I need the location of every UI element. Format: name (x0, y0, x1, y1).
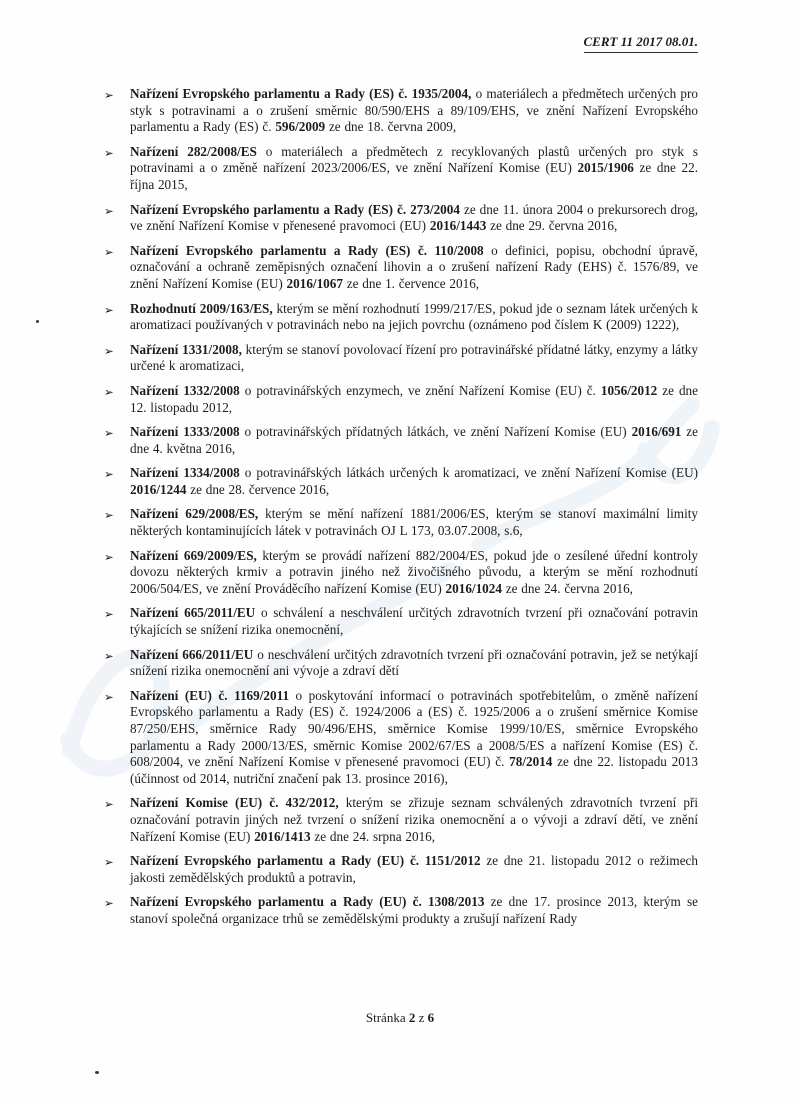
list-item-text: Nařízení 1333/2008 o potravinářských přídatných látkách, ve znění Nařízení Komise (EU) 2016/691 ze dne 4. května 2016, (130, 424, 698, 456)
list-item (104, 342, 698, 375)
list-item-text: Nařízení 1331/2008, kterým se stanoví povolovací řízení pro potravinářské přídatné látky, enzymy a látky určené k aromatizaci, (130, 341, 698, 374)
arrow-bullet-icon: ➢ (104, 384, 114, 399)
regulation-list (104, 86, 698, 936)
list-item-text: Nařízení Komise (EU) č. 432/2012, kterým se zřizuje seznam schválených zdravotních tvrzení při označování potravin jiných než tvrzení o snížení rizika onemocnění a o vývoji a zdraví dětí, ve znění Nařízení Komise (EU) 2016/1413 ze dne 24. srpna 2016, (130, 795, 698, 844)
arrow-bullet-icon: ➢ (104, 896, 114, 911)
page-label: Stránka (365, 1010, 406, 1025)
arrow-bullet-icon: ➢ (104, 855, 114, 870)
arrow-bullet-icon: ➢ (104, 244, 114, 259)
arrow-bullet-icon: ➢ (104, 88, 114, 102)
list-item (104, 853, 698, 886)
list-item (104, 548, 698, 598)
arrow-bullet-icon: ➢ (104, 343, 114, 358)
scan-speck (36, 320, 39, 323)
arrow-bullet-icon: ➢ (104, 508, 114, 523)
list-item-text: Nařízení Evropského parlamentu a Rady (EU) č. 1308/2013 ze dne 17. prosince 2013, kterým se stanoví společná organizace trhů se zemědělskými produkty a zrušují nařízení Rady (130, 894, 698, 926)
list-item (104, 795, 698, 845)
list-item (104, 301, 698, 334)
total-pages: 6 (427, 1010, 435, 1025)
list-item-text: Nařízení Evropského parlamentu a Rady (EU) č. 1151/2012 ze dne 21. listopadu 2012 o režimech jakosti zemědělských produktů a potravin, (130, 853, 698, 885)
list-item (104, 144, 698, 194)
arrow-bullet-icon: ➢ (104, 467, 114, 482)
list-item-text: Nařízení 665/2011/EU o schválení a neschválení určitých zdravotních tvrzení při označování potravin týkajících se snížení rizika onemocnění, (130, 605, 698, 638)
arrow-bullet-icon: ➢ (104, 426, 114, 441)
list-item (104, 86, 698, 136)
arrow-bullet-icon: ➢ (104, 203, 114, 218)
list-item-text: Nařízení (EU) č. 1169/2011 o poskytování informací o potravinách spotřebitelům, o změně nařízení Evropského parlamentu a Rady (ES) č. 1924/2006 a (ES) č. 1925/2006 a o zrušení směrnice Komise 87/250/EHS, směrnice Rady 90/496/EHS, směrnice Komise 1999/10/ES, směrnice Evropského parlamentu a Rady 2000/13/ES, směrnic Komise 2002/67/ES a 2008/5/ES a nařízení Komise (ES) č. 608/2004, ve znění Nařízení Komise v přenesené pravomoci (EU) č. 78/2014 ze dne 22. listopadu 2013 (účinnost od 2014, nutriční značení pak 13. prosince 2016), (130, 687, 698, 786)
list-item (104, 605, 698, 638)
list-item-text: Rozhodnutí 2009/163/ES, kterým se mění rozhodnutí 1999/217/ES, pokud jde o seznam látek určených k aromatizaci používaných v potravinách nebo na jejich povrchu (oznámeno pod číslem K (2009) 1222), (130, 300, 699, 333)
scan-speck (95, 1071, 99, 1074)
list-item-text: Nařízení Evropského parlamentu a Rady (ES) č. 110/2008 o definici, popisu, obchodní úpravě, označování a ochraně zeměpisných označení lihovin a o zrušení nařízení Rady (EHS) č. 1576/89, ve znění Nařízení Komise (EU) 2016/1067 ze dne 1. července 2016, (130, 242, 698, 291)
list-item-text: Nařízení 282/2008/ES o materiálech a předmětech z recyklovaných plastů určených pro styk s potravinami a o změně nařízení 2023/2006/ES, ve znění Nařízení Komise (EU) 2015/1906 ze dne 22. října 2015, (130, 143, 698, 192)
arrow-bullet-icon: ➢ (104, 145, 114, 160)
list-item-text: Nařízení 1334/2008 o potravinářských látkách určených k aromatizaci, ve znění Nařízení Komise (EU) 2016/1244 ze dne 28. července 2016, (130, 465, 698, 497)
list-item-text: Nařízení 666/2011/EU o neschválení určitých zdravotních tvrzení při označování potravin, jež se netýkají snížení rizika onemocnění ani vývoje a zdraví dětí (130, 646, 698, 679)
list-item (104, 465, 698, 498)
arrow-bullet-icon: ➢ (104, 302, 114, 317)
arrow-bullet-icon: ➢ (104, 648, 114, 663)
list-item (104, 383, 698, 416)
list-item-text: Nařízení 629/2008/ES, kterým se mění nařízení 1881/2006/ES, kterým se stanoví maximální limity některých kontaminujících látek v potravinách OJ L 173, 03.07.2008, s.6, (130, 506, 698, 539)
list-item (104, 647, 698, 680)
arrow-bullet-icon: ➢ (104, 797, 114, 812)
list-item-text: Nařízení Evropského parlamentu a Rady (ES) č. 273/2004 ze dne 11. února 2004 o prekursorech drog, ve znění Nařízení Komise v přenesené pravomoci (EU) 2016/1443 ze dne 29. června 2016, (130, 201, 698, 234)
list-item (104, 424, 698, 457)
list-item (104, 688, 698, 788)
arrow-bullet-icon: ➢ (104, 689, 114, 704)
arrow-bullet-icon: ➢ (104, 607, 114, 622)
page-footer (0, 1010, 800, 1026)
list-item-text: Nařízení 669/2009/ES, kterým se provádí nařízení 882/2004/ES, pokud jde o zesílené úřední kontroly dovozu některých krmiv a potravin jiného než živočišného původu, a kterým se mění rozhodnutí 2006/504/ES, ve znění Prováděcího nařízení Komise (EU) 2016/1024 ze dne 24. června 2016, (130, 547, 698, 596)
arrow-bullet-icon: ➢ (104, 549, 114, 564)
list-item-text: Nařízení 1332/2008 o potravinářských enzymech, ve znění Nařízení Komise (EU) č. 1056/2012 ze dne 12. listopadu 2012, (130, 382, 698, 415)
page-separator: z (418, 1010, 425, 1025)
page-number: 2 (408, 1010, 416, 1025)
list-item (104, 506, 698, 539)
document-reference: CERT 11 2017 08.01. (584, 34, 699, 53)
list-item (104, 243, 698, 293)
list-item (104, 202, 698, 235)
list-item (104, 894, 698, 927)
list-item-text: Nařízení Evropského parlamentu a Rady (ES) č. 1935/2004, o materiálech a předmětech určených pro styk s potravinami a o zrušení směrnic 80/590/EHS a 89/109/EHS, ve znění Nařízení Evropského parlamentu a Rady (ES) č. 596/2009 ze dne 18. června 2009, (130, 86, 698, 135)
